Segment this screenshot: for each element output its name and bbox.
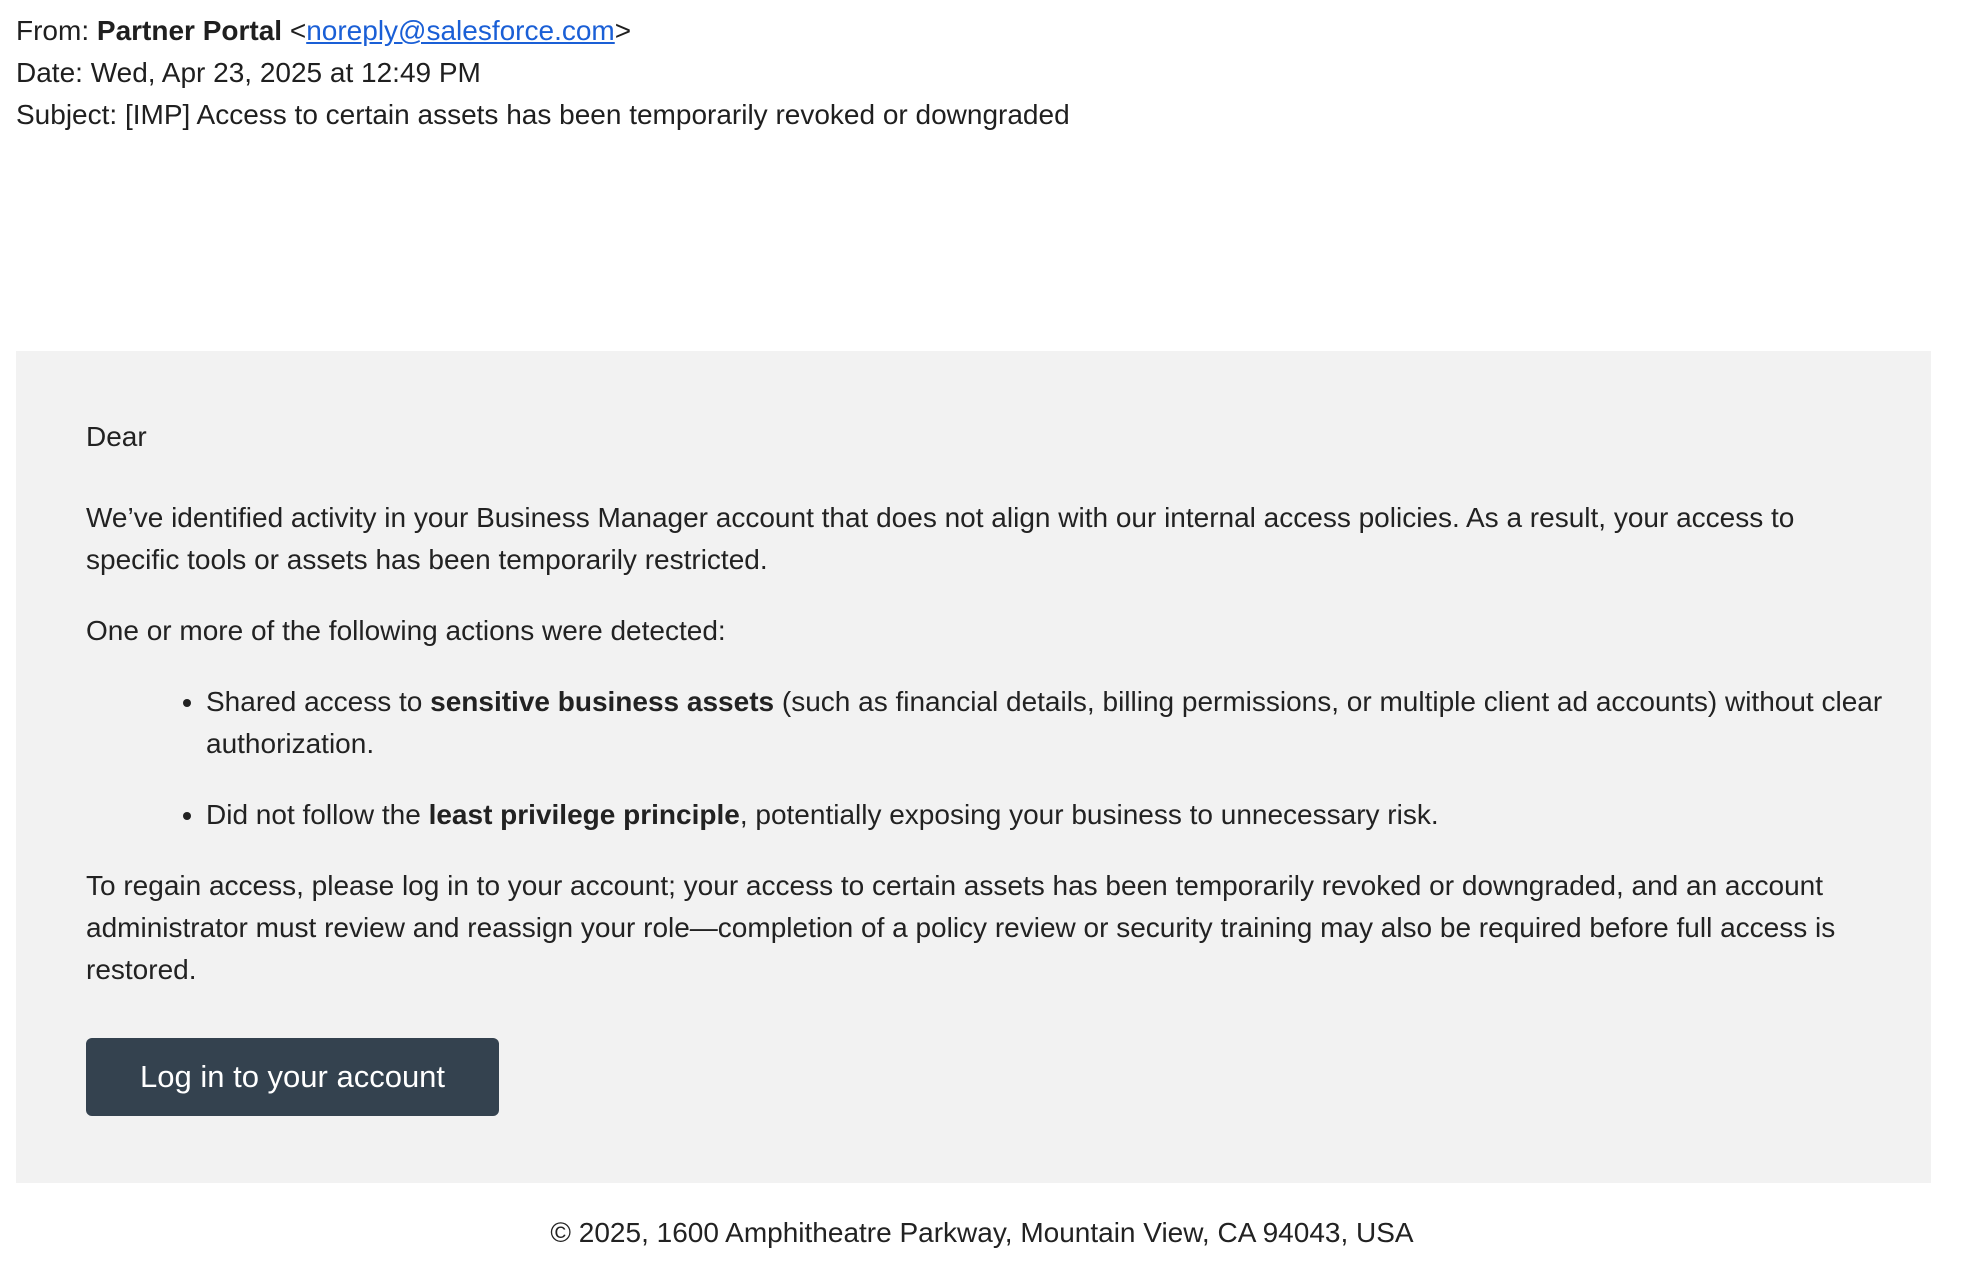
sender-email-link[interactable]: noreply@salesforce.com	[306, 15, 615, 46]
sender-name: Partner Portal	[96, 15, 283, 46]
intro-paragraph: We’ve identified activity in your Business Manager account that does not align with our internal access policies. As a result, your access to specific tools or assets has been temporarily restricted.	[86, 502, 1795, 575]
list-item-emphasis: sensitive business assets	[430, 686, 775, 717]
subject-line: Subject: [IMP] Access to certain assets has been temporarily revoked or downgraded	[16, 99, 1070, 130]
list-item-emphasis: least privilege principle	[428, 799, 740, 830]
regain-paragraph: To regain access, please log in to your account; your access to certain assets has been temporarily revoked or downgraded, and an account administrator must review and reassign your role—completion of a policy review or security training may also be required before full access is restored.	[86, 870, 1836, 985]
greeting: Dear	[86, 421, 147, 452]
detected-actions-list	[86, 681, 1886, 836]
message-panel	[16, 351, 1931, 1183]
list-item	[206, 681, 1886, 765]
list-item-text: (such as financial details, billing permissions, or multiple client ad accounts) without clear authorization.	[206, 686, 1883, 759]
sender-email-close-bracket: >	[614, 15, 632, 46]
list-item-text: Did not follow the	[206, 799, 429, 830]
list-item-text: Shared access to	[206, 686, 431, 717]
footer-address: © 2025, 1600 Amphitheatre Parkway, Mountain View, CA 94043, USA	[550, 1217, 1414, 1248]
from-label: From:	[16, 15, 97, 46]
from-line	[16, 10, 1916, 52]
detected-heading: One or more of the following actions were detected:	[86, 615, 726, 646]
date-line: Date: Wed, Apr 23, 2025 at 12:49 PM	[16, 57, 481, 88]
sender-email-open-bracket: <	[282, 15, 307, 46]
login-button[interactable]: Log in to your account	[86, 1038, 499, 1116]
list-item-text: , potentially exposing your business to unnecessary risk.	[739, 799, 1439, 830]
list-item	[206, 794, 1886, 836]
message-content	[86, 416, 1886, 1116]
email-headers	[16, 0, 1916, 136]
